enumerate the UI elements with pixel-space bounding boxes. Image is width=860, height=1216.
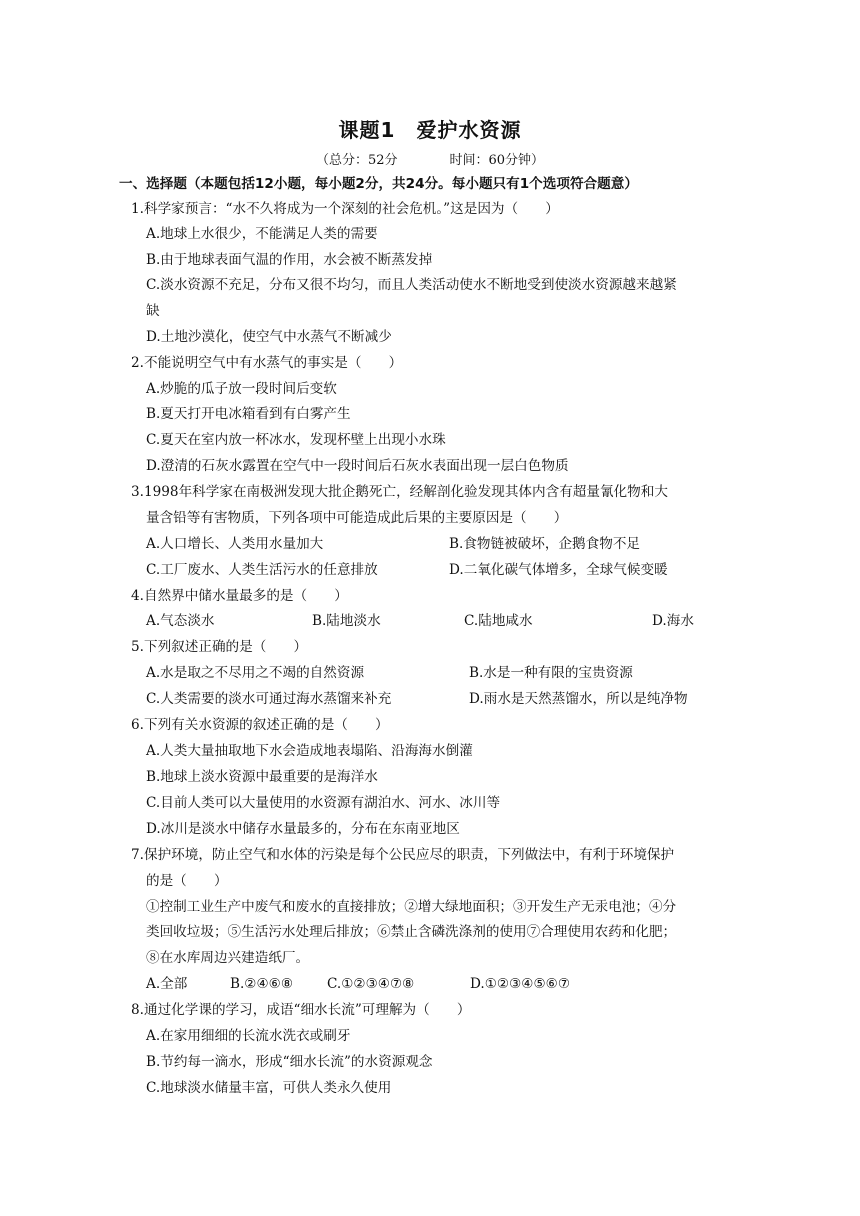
- question-2-option-d: D.澄清的石灰水露置在空气中一段时间后石灰水表面出现一层白色物质: [146, 458, 569, 474]
- question-7-list-cont: 类回收垃圾；⑤生活污水处理后排放；⑥禁止含磷洗涤剂的使用⑦合理使用农药和化肥；: [146, 924, 677, 940]
- question-3-option-a: A.人口增长、人类用水量加大: [146, 536, 324, 552]
- question-6-option-d: D.冰川是淡水中储存水量最多的，分布在东南亚地区: [146, 821, 460, 837]
- question-8-option-c: C.地球淡水储量丰富，可供人类永久使用: [146, 1080, 392, 1096]
- question-7-stem: 7.保护环境，防止空气和水体的污染是每个公民应尽的职责，下列做法中，有利于环境保护: [131, 847, 675, 863]
- question-2-option-a: A.炒脆的瓜子放一段时间后变软: [146, 381, 337, 397]
- question-1-stem: 1.科学家预言：“水不久将成为一个深刻的社会危机。”这是因为（ ）: [131, 201, 559, 217]
- question-4-option-c: C.陆地咸水: [464, 613, 533, 629]
- question-3-stem: 3.1998年科学家在南极洲发现大批企鹅死亡，经解剖化验发现其体内含有超量氰化物和大: [131, 484, 668, 500]
- question-4-stem: 4.自然界中储水量最多的是（ ）: [131, 588, 348, 604]
- question-7-option-a: A.全部: [146, 976, 188, 992]
- question-2-option-c: C.夏天在室内放一杯冰水，发现杯壁上出现小水珠: [146, 432, 446, 448]
- question-8-stem: 8.通过化学课的学习，成语“细水长流”可理解为（ ）: [131, 1002, 471, 1018]
- question-1-option-b: B.由于地球表面气温的作用，水会被不断蒸发掉: [146, 252, 433, 268]
- question-5-option-c: C.人类需要的淡水可通过海水蒸馏来补充: [146, 691, 392, 707]
- question-4-option-a: A.气态淡水: [146, 613, 215, 629]
- question-5-option-d: D.雨水是天然蒸馏水，所以是纯净物: [469, 691, 688, 707]
- question-8-option-a: A.在家用细细的长流水洗衣或刷牙: [146, 1028, 351, 1044]
- question-3-option-b: B.食物链被破坏，企鹅食物不足: [449, 536, 641, 552]
- question-1-option-c-cont: 缺: [146, 303, 160, 319]
- question-5-option-a: A.水是取之不尽用之不竭的自然资源: [146, 665, 365, 681]
- question-1-option-a: A.地球上水很少，不能满足人类的需要: [146, 226, 378, 242]
- question-6-option-b: B.地球上淡水资源中最重要的是海洋水: [146, 769, 378, 785]
- question-4-option-d: D.海水: [652, 613, 694, 629]
- question-3-option-d: D.二氧化碳气体增多，全球气候变暖: [449, 562, 668, 578]
- question-6-stem: 6.下列有关水资源的叙述正确的是（ ）: [131, 717, 389, 733]
- question-7-stem-cont: 的是（ ）: [146, 873, 228, 889]
- question-6-option-c: C.目前人类可以大量使用的水资源有湖泊水、河水、冰川等: [146, 795, 501, 811]
- score-time-info: （总分：52分 时间：60分钟）: [315, 153, 545, 168]
- page-title: 课题1 爱护水资源: [338, 118, 522, 142]
- question-3-option-c: C.工厂废水、人类生活污水的任意排放: [146, 562, 378, 578]
- question-3-stem-cont: 量含铅等有害物质，下列各项中可能造成此后果的主要原因是（ ）: [146, 510, 568, 526]
- question-7-option-c: C.①②③④⑦⑧: [327, 976, 415, 992]
- question-1-option-c: C.淡水资源不充足，分布又很不均匀，而且人类活动使水不断地受到使淡水资源越来越紧: [146, 277, 677, 293]
- question-7-list: ①控制工业生产中废气和废水的直接排放；②增大绿地面积；③开发生产无汞电池；④分: [146, 899, 677, 915]
- question-5-option-b: B.水是一种有限的宝贵资源: [469, 665, 633, 681]
- question-2-option-b: B.夏天打开电冰箱看到有白雾产生: [146, 406, 351, 422]
- question-2-stem: 2.不能说明空气中有水蒸气的事实是（ ）: [131, 355, 403, 371]
- question-7-list-end: ⑧在水库周边兴建造纸厂。: [146, 950, 310, 966]
- question-5-stem: 5.下列叙述正确的是（ ）: [131, 639, 308, 655]
- question-4-option-b: B.陆地淡水: [312, 613, 381, 629]
- question-7-option-b: B.②④⑥⑧: [230, 976, 294, 992]
- question-1-option-d: D.土地沙漠化，使空气中水蒸气不断减少: [146, 329, 392, 345]
- question-6-option-a: A.人类大量抽取地下水会造成地表塌陷、沿海海水倒灌: [146, 743, 473, 759]
- question-7-option-d: D.①②③④⑤⑥⑦: [470, 976, 571, 992]
- question-8-option-b: B.节约每一滴水，形成“细水长流”的水资源观念: [146, 1054, 433, 1070]
- section-heading: 一、选择题（本题包括12小题，每小题2分，共24分。每小题只有1个选项符合题意）: [119, 176, 638, 192]
